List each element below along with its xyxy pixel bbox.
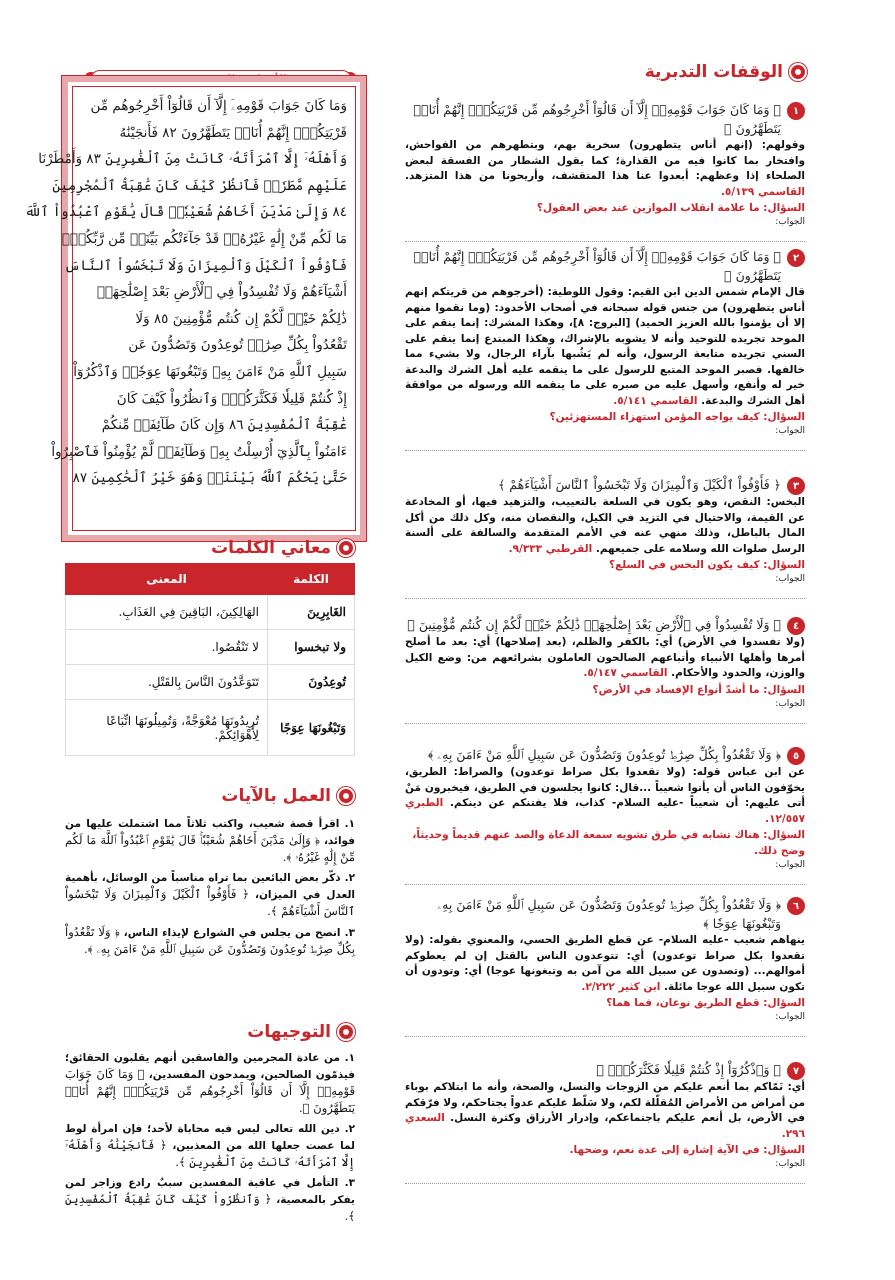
quran-line: أَشْيَآءَهُمْ وَلَا تُفْسِدُواْ فِي ٱلْأَرْضِ بَعْدَ إِصْلَٰحِهَاۚ [96,284,347,301]
verse-text: ﴿ فَأَوْفُواْ ٱلْكَيْلَ وَٱلْمِيزَانَ وَلَا تَبْخَسُواْ ٱلنَّاسَ أَشْيَآءَهُمْ ﴾ [497,477,781,492]
quran-page-inner [24,86,356,531]
explanation-text: البخس: النقص، وهو يكون في السلعة بالتعييب، والتزهيد فيها، أو المخادعة عن القيمة، والاحتيال في التزيد في الكيل، والنقصان منه، وكل ذلك من أكل المال بالباطل، وذلك منهي عنه في الأمم المتقدمة والسالفة على ألسنة الرسل صلوات الله وسلامه على جميعهم. [405,496,805,555]
guidance-item [65,1121,355,1171]
reflections-title: الوقفات التدبرية [644,62,783,82]
reflection-item-6 [405,895,805,1037]
explanation [405,1080,805,1142]
quran-line: عَلَيْهِم مَّطَرٗاۖ فَٱنظُرْ كَيْفَ كَانَ عَٰقِبَةُ ٱلْمُجْرِمِينَ [52,177,347,194]
number-badge: ٢ [787,249,805,267]
vocab-meaning: تَتَوَعَّدُونَ النَّاسَ بِالقَتْلِ. [66,665,268,700]
table-row [66,665,355,700]
guidance-verse: ﴿ وَمَا كَانَ جَوَابَ قَوْمِهِۦٓ إِلَّآ أَن قَالُوٓاْ أَخْرِجُوهُم مِّن قَرْيَتِكُمْۖ إِنَّهُمْ أُنَاسٞ يَتَطَهَّرُونَ ﴾. [65,1067,355,1115]
answer-line[interactable] [405,229,805,242]
guidance-text: ٣. التأمل في عاقبة المفسدين سببٌ رادع وزاجر لمن يفكر بالمعصية، [65,1177,356,1206]
reference: السعدي ٢٩٦. [405,1112,805,1140]
rosette-icon [337,787,355,805]
quran-line: فَأَوْفُواْ ٱلْكَيْلَ وَٱلْمِيزَانَ وَلَا تَبْخَسُواْ ٱلنَّاسَ [64,257,347,274]
reflection-item-2 [405,247,805,451]
action-text: ١. اقرأ قصة شعيب، واكتب ثلاثاً مما اشتملت عليها من فوائد، [65,818,355,847]
action-title: العمل بالآيات [221,786,331,806]
verse-text: ﴿ وَلَا تُفْسِدُواْ فِي ٱلْأَرْضِ بَعْدَ إِصْلَٰحِهَاۚ ذَٰلِكُمْ خَيْرٞ لَّكُمْ إِن كُنتُم مُّؤْمِنِينَ ﴾ [407,617,781,632]
vocab-word: الغَابِرِينَ [268,595,355,630]
question: السؤال: كيف يواجه المؤمن استهزاء المستهزئين؟ [549,411,805,423]
explanation [405,765,805,827]
verse-text: ﴿ وَلَا تَقْعُدُواْ بِكُلِّ صِرَٰطٖ تُوعِدُونَ وَتَصُدُّونَ عَن سَبِيلِ ٱللَّهِ مَنْ ءَامَنَ بِهِۦ وَتَبْغُونَهَا عِوَجٗا ﴾ [437,897,781,931]
number-badge: ٥ [787,747,805,765]
vocab-word: وَتَبْغُونَهَا عِوَجًا [268,700,355,756]
quran-line: إِذْ كُنتُمْ قَلِيلٗا فَكَثَّرَكُمْۖ وَٱنظُرُواْ كَيْفَ كَانَ [116,390,347,407]
answer-label: الجواب: [775,1012,805,1022]
action-text: ٢. ذكّر بعض البائعين بما تراه مناسباً من الوسائل، بأهمية العدل في الميزان، [65,872,355,901]
reflection-item-5 [405,745,805,885]
quran-line: حَتَّىٰ يَحْكُمَ ٱللَّهُ بَيْنَنَاۚ وَهُوَ خَيْرُ ٱلْحَٰكِمِينَ ٨٧ [72,470,347,487]
rosette-icon [789,63,807,81]
action-verse: ﴿ فَأَوْفُواْ ٱلْكَيْلَ وَٱلْمِيزَانَ وَلَا تَبْخَسُواْ ٱلنَّاسَ أَشْيَآءَهُمْ ﴾. [65,887,355,918]
answer-label: الجواب: [775,698,805,709]
quran-line: مَا لَكُم مِّنْ إِلَٰهٍ غَيْرُهُۥۖ قَدْ جَآءَتْكُم بَيِّنَةٞ مِّن رَّبِّكُمْۖ [61,230,347,247]
reference: ابن كثير ٢/٢٢٢. [581,980,661,993]
explanation [405,933,805,995]
guidance-list [65,1050,355,1229]
vocab-meaning: تُرِيدُونَهَا مُعْوَجَّةً، وَتُمِيلُونَهَا اتِّبَاعًا لِأَهْوَائِكُمْ. [66,700,268,756]
question: السؤال: قطع الطريق نوعان، فما هما؟ [606,997,805,1009]
reflection-item-7 [405,1060,805,1184]
rosette-icon [337,1023,355,1041]
quran-line: ءَامَنُواْ بِٱلَّذِيٓ أُرْسِلْتُ بِهِۦ وَطَآئِفَةٞ لَّمْ يُؤْمِنُواْ فَٱصْبِرُواْ [51,443,347,460]
action-verse: ﴿ وَلَا تَقْعُدُواْ بِكُلِّ صِرَٰطٖ تُوعِدُونَ وَتَصُدُّونَ عَن سَبِيلِ ٱللَّهِ مَنْ ءَامَنَ بِهِۦ ﴾. [65,925,355,956]
explanation-text: أي: نَمّاكم بما أنعم عليكم من الزوجات والنسل، والصحة، وأنه ما ابتلاكم بوباء من أمراض من الأمراض المُقلّلة لكم، ولا سَلّط عليكم عدواً يجتاحكم، ولا فرّقكم في الأرض، بل أنعم عليكم باجتماعكم، وإدرار الأرزاق وكثرة النسل. [405,1081,805,1124]
reference: القاسمي ٥/١٤١. [613,394,698,407]
vocab-header-row [66,564,355,595]
answer-line[interactable] [405,1171,805,1184]
answer-line[interactable] [405,711,805,724]
quran-line: عَٰقِبَةُ ٱلْمُفْسِدِينَ ٨٦ وَإِن كَانَ طَآئِفَةٞ مِّنكُمْ [101,417,347,434]
number-badge: ٣ [787,477,805,495]
action-text: ٣. انصح من يجلس في الشوارع لإيذاء الناس، [119,927,355,939]
action-list [65,816,355,962]
quran-line: تَقْعُدُواْ بِكُلِّ صِرَٰطٖ تُوعِدُونَ وَتَصُدُّونَ عَن [128,337,347,354]
number-badge: ١ [787,102,805,120]
question: السؤال: كيف يكون البخس في السلع؟ [609,559,805,571]
action-item [65,924,355,958]
answer-line[interactable] [405,872,805,885]
action-header [221,786,355,806]
reflection-item-1 [405,100,805,242]
reflections-header [645,62,807,82]
explanation-text: (ولا تفسدوا في الأرض) أي: بالكفر والظلم، (بعد إصلاحها) أي: بعد ما أصلح أمرها وأهلها الأنبياء وأتباعهم الصالحون العاملون بشرائعهم من: وضع الكيل والوزن، والحدود والأحكام. [405,636,805,679]
explanation-text: وقولهم: (إنهم أناس يتطهرون) سخرية بهم، وبتطهرهم من الفواحش، وافتخار بما كانوا فيه من القذارة؛ كما يقول الشطار من الفسقة لبعض الصلحاء إذا وعظهم: أبعدوا عنا هذا المتقشف، وأريحونا من هذا المتزهد. [405,139,805,182]
rosette-icon [337,539,355,557]
guidance-item [65,1050,355,1117]
answer-label: الجواب: [775,1159,805,1169]
question: السؤال: ما أشدّ أنواع الإفساد في الأرض؟ [592,683,805,696]
quran-line: قَرْيَتِكُمْۖ إِنَّهُمْ أُنَاسٞ يَتَطَهَّرُونَ ٨٢ فَأَنجَيْنَٰهُ [119,124,347,141]
answer-label: الجواب: [775,217,805,227]
vocab-title: معاني الكلمات [211,538,331,558]
guidance-item [65,1175,355,1225]
explanation [405,635,805,682]
vocab-table [65,563,355,756]
reference: القاسمي ٥/١٤٧. [583,667,668,679]
guidance-title: التوجيهات [247,1022,331,1042]
answer-label: الجواب: [775,426,805,436]
vocab-meaning: لا تَنْقُصُوا. [66,630,268,665]
explanation-text: عن ابن عباس قوله: (ولا تقعدوا بكل صراط توعدون) والصراط: الطريق، يخوّفون الناس أن يأتوا شعيباً ...قال: كانوا يجلسون في الطريق، فيخبرون مَنْ أتى عليهم: أن شعيباً -عليه السلام- كذاب، فلا يفتنكم عن دينكم. [405,766,805,809]
explanation [405,285,805,409]
reflection-item-3 [405,475,805,599]
col-word: الكلمة [268,564,355,595]
number-badge: ٤ [787,617,805,635]
table-row [66,630,355,665]
reference: القاسمي ٥/١٣٩. [720,185,805,198]
table-row [66,700,355,756]
quran-line: سَبِيلِ ٱللَّهِ مَنْ ءَامَنَ بِهِۦ وَتَبْغُونَهَا عِوَجٗاۚ وَٱذْكُرُوٓاْ [73,363,347,380]
question: السؤال: في الآية إشارة إلى عدة نعم، وضحها. [569,1144,805,1156]
quran-line: وَمَا كَانَ جَوَابَ قَوْمِهِۦٓ إِلَّآ أَن قَالُوٓاْ أَخْرِجُوهُم مِّن [90,98,347,114]
vocab-header [211,538,355,558]
reflection-item-4 [405,615,805,724]
table-row [66,595,355,630]
reference: القرطبي ٩/٣٣٣. [508,542,593,555]
answer-label: الجواب: [775,860,805,870]
answer-label: الجواب: [775,574,805,584]
question: السؤال: ما علامة انقلاب الموازين عند بعض العقول؟ [536,202,805,214]
action-item [65,870,355,920]
explanation [405,138,805,200]
quran-line: ذَٰلِكُمْ خَيْرٞ لَّكُمْ إِن كُنتُم مُّؤْمِنِينَ ٨٥ وَلَا [135,310,347,327]
guidance-header [247,1022,355,1042]
question: السؤال: هناك تشابه في طرق تشويه سمعة الدعاة والصد عنهم قديماً وحديثاً، وضح ذلك. [412,829,805,857]
answer-line[interactable] [405,1024,805,1037]
answer-line[interactable] [405,586,805,599]
vocab-word: ولا تبخسوا [268,630,355,665]
answer-line[interactable] [405,438,805,451]
guidance-verse: ﴿ فَأَنجَيْنَٰهُ وَأَهْلَهُۥٓ إِلَّا ٱمْرَأَتَهُۥ كَانَتْ مِنَ ٱلْغَٰبِرِينَ ﴾. [65,1138,355,1169]
guidance-verse: ﴿ وَٱنظُرُواْ كَيْفَ كَانَ عَٰقِبَةُ ٱلْمُفْسِدِينَ ﴾. [65,1192,355,1223]
verse-text: ﴿ وَمَا كَانَ جَوَابَ قَوْمِهِۦٓ إِلَّآ أَن قَالُوٓاْ أَخْرِجُوهُم مِّن قَرْيَتِكُمْۖ إِنَّهُمْ أُنَاسٞ يَتَطَهَّرُونَ ﴾ [413,249,781,283]
col-meaning: المعنى [66,564,268,595]
action-verse: ﴿ وَإِلَىٰ مَدْيَنَ أَخَاهُمْ شُعَيْبٗاۚ قَالَ يَٰقَوْمِ ٱعْبُدُواْ ٱللَّهَ مَا لَكُم مِّنْ إِلَٰهٍ غَيْرُهُۥ ﴾. [65,833,355,864]
reference: الطبري ١٢/٥٥٧. [405,797,805,825]
quran-line: ٨٤ وَإِلَىٰ مَدْيَنَ أَخَاهُمْ شُعَيْبٗاۚ قَالَ يَٰقَوْمِ ٱعْبُدُواْ ٱللَّهَ [24,204,347,221]
quran-page [24,76,366,541]
number-badge: ٧ [787,1062,805,1080]
vocab-word: تُوعِدُونَ [268,665,355,700]
number-badge: ٦ [787,897,805,915]
vocab-meaning: الهَالِكِينَ، البَاقِينَ فِي العَذَابِ. [66,595,268,630]
action-item [65,816,355,866]
explanation [405,495,805,557]
verse-text: ﴿ وَلَا تَقْعُدُواْ بِكُلِّ صِرَٰطٖ تُوعِدُونَ وَتَصُدُّونَ عَن سَبِيلِ ٱللَّهِ مَنْ ءَامَنَ بِهِۦ ﴾ [427,747,781,762]
guidance-text: ١. من عادة المجرمين والفاسقين أنهم يقلبون الحقائق؛ فيذمّون الصالحين، ويمدحون المفسدين، [65,1052,355,1081]
verse-text: ﴿ وَٱذْكُرُوٓاْ إِذْ كُنتُمْ قَلِيلٗا فَكَثَّرَكُمْۖ ﴾ [596,1062,781,1077]
quran-line: وَأَهْلَهُۥٓ إِلَّا ٱمْرَأَتَهُۥ كَانَتْ مِنَ ٱلْغَٰبِرِينَ ٨٣ وَأَمْطَرْنَا [38,151,347,168]
verse-text: ﴿ وَمَا كَانَ جَوَابَ قَوْمِهِۦٓ إِلَّآ أَن قَالُوٓاْ أَخْرِجُوهُم مِّن قَرْيَتِكُمْۖ إِنَّهُمْ أُنَاسٞ يَتَطَهَّرُونَ ﴾ [413,102,781,136]
explanation-text: ينهاهم شعيب -عليه السلام- عن قطع الطريق الحسي، والمعنوي بقوله: (ولا تقعدوا بكل صراط توعدون) أي: تتوعدون الناس بالقتل إن لم يعطوكم أموالهم... (وتصدون عن سبيل الله من آمن به وتبغونها عوجا) أي: وتودون أن تكون سبيل الله عوجا مائلة. [405,934,805,993]
explanation-text: قال الإمام شمس الدين ابن القيم: وقول اللوطية: (أخرجوهم من قريتكم إنهم أناس يتطهرون) من جنس قوله سبحانه في أصحاب الأخدود: (وما نقموا منهم إلا أن يؤمنوا بالله العزيز الحميد) [البروج: ٨]، وهكذا المشرك: إنما ينقم على الموحد تجريده للتوحيد وأنه لا يشوبه بالإشراك، وهكذا المبتدع إنما ينقم على السني تجريده متابعة الرسول، وأنه لم يَشُبها بآراء الرجال، ولا بشيء مما خالفها. فصبر الموحد المتبع للرسول على ما ينقمه عليه أهل الشرك والبدعة خير له وأنفع، وأسهل عليه من صبره على ما ينقمه الله ورسوله من موافقة أهل الشرك والبدعة. [405,286,805,407]
guidance-text: ٢. دين الله تعالى ليس فيه محاباة لأحد؛ فإن امرأة لوط لما عصت جعلها الله من المعذبين، [65,1123,355,1152]
